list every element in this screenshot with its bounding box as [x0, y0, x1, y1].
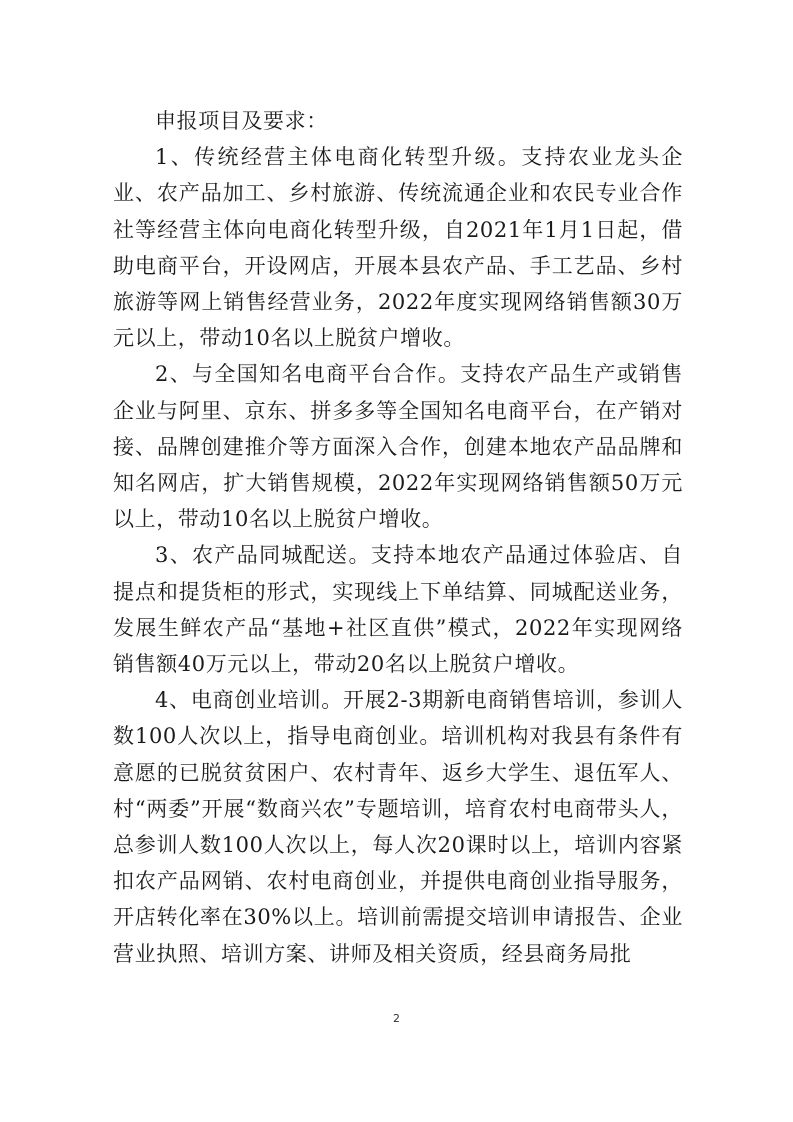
paragraph-item-1: 1、传统经营主体电商化转型升级。支持农业龙头企业、农产品加工、乡村旅游、传统流通企业和农民专业合作社等经营主体向电商化转型升级，自2021年1月1日起，借助电商平台，开设网店，开展本县农产品、手工艺品、乡村旅游等网上销售经营业务，2022年度实现网络销售额30万元以上，带动10名以上脱贫户增收。: [113, 145, 683, 351]
section-heading: 申报项目及要求：: [155, 109, 328, 133]
paragraph-item-4: 4、电商创业培训。开展2-3期新电商销售培训，参训人数100人次以上，指导电商创业。培训机构对我县有条件有意愿的已脱贫贫困户、农村青年、返乡大学生、退伍军人、村“两委”开展“数商兴农”专题培训，培育农村电商带头人，总参训人数100人次以上，每人次20课时以上，培训内容紧扣农产品网销、农村电商创业，并提供电商创业指导服务，开店转化率在30%以上。培训前需提交培训申请报告、企业营业执照、培训方案、讲师及相关资质，经县商务局批: [113, 688, 683, 966]
paragraph-item-2: 2、与全国知名电商平台合作。支持农产品生产或销售企业与阿里、京东、拼多多等全国知名电商平台，在产销对接、品牌创建推介等方面深入合作，创建本地农产品品牌和知名网店，扩大销售规模，2022年实现网络销售额50万元以上，带动10名以上脱贫户增收。: [113, 362, 683, 532]
document-body: [113, 103, 683, 972]
page-number: 2: [393, 1012, 400, 1025]
paragraph-item-3: 3、农产品同城配送。支持本地农产品通过体验店、自提点和提货柜的形式，实现线上下单结算、同城配送业务，发展生鲜农产品“基地+社区直供”模式，2022年实现网络销售额40万元以上，带动20名以上脱贫户增收。: [113, 543, 683, 677]
